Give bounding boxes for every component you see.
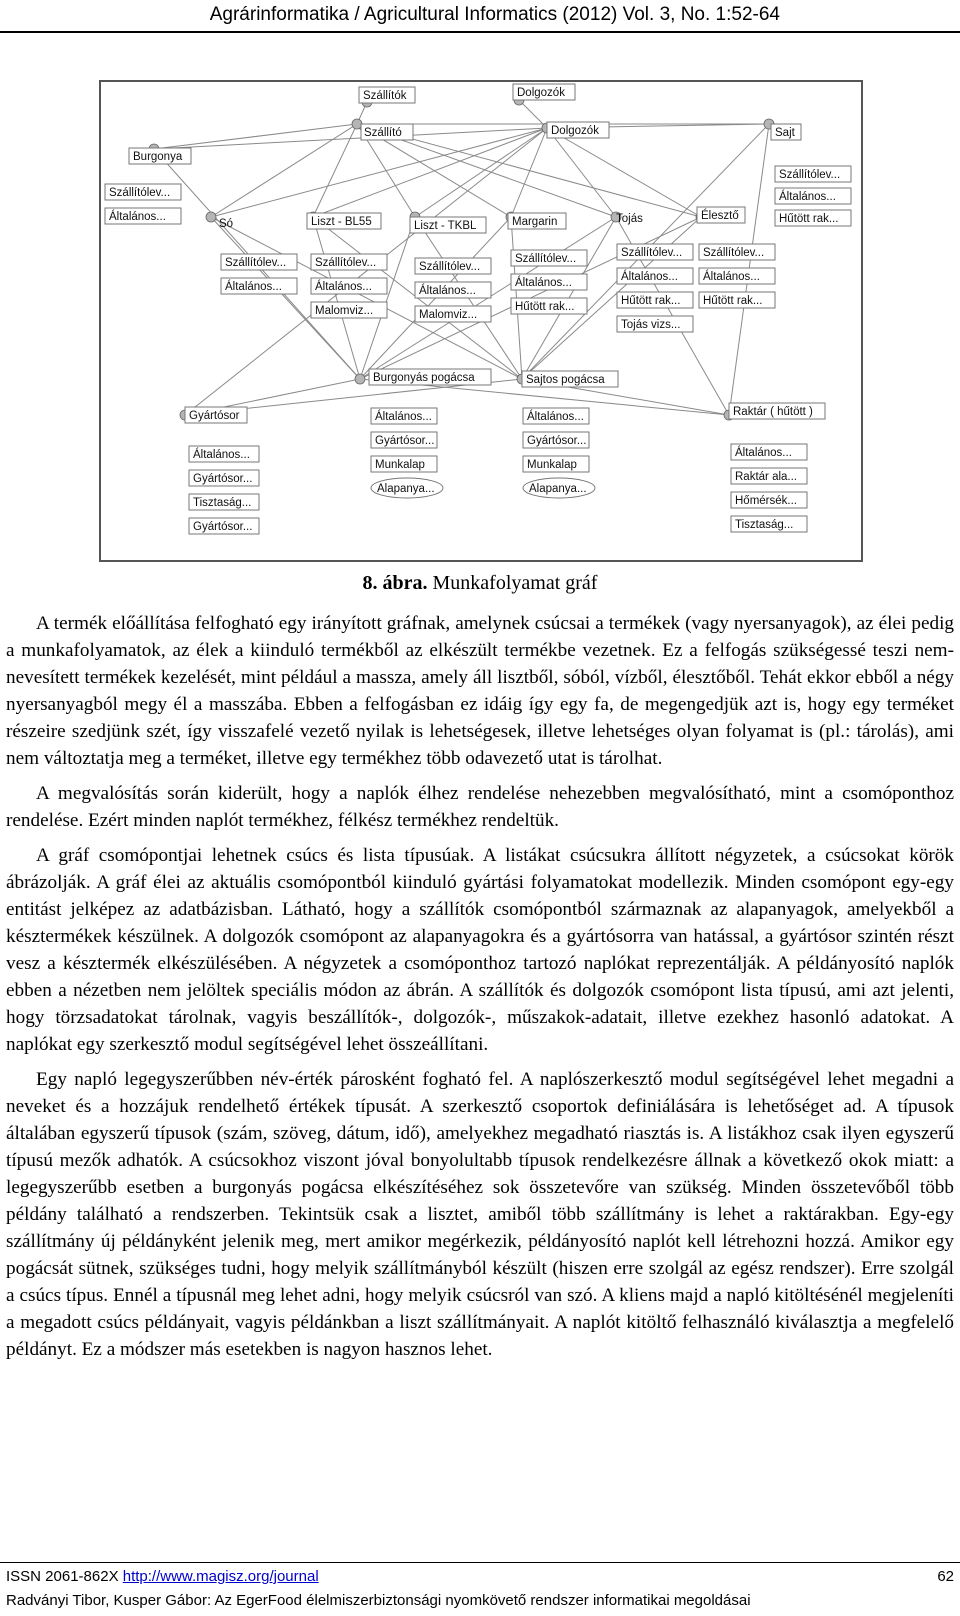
- svg-text:Általános...: Általános...: [527, 411, 584, 423]
- vertex-so: [206, 212, 216, 222]
- paragraph: A termék előállítása felfogható egy irányított gráfnak, amelynek csúcsai a termékek (vagy nyersanyagok), az élei pedig a munkafolyamatok, az élek a kiinduló termékből az elkészült termékbe vezetnek. Ez a felfogás szükségessé teszi nem-nevesített termékek kezelését, mint például a massza, amely áll lisztből, sóból, vízből, élesztőből. Tehát ekkor ebből a négy nyersanyagból megy él a masszába. Ebben a felfogásban ez idáig így egy fa, de megengedjük azt is, hogy egy terméket részeire szedjünk szét, így visszafelé vezető nyilak is lehetségesek, illetve lehetséges olyan folyamat is (pl.: tárolás), ami nem változtatja meg a terméket, illetve egy termékhez több odavezető utat is tárolhat.: [6, 613, 954, 769]
- node-label-sajtos-pogacsa: Sajtos pogácsa: [526, 374, 605, 386]
- node-label-so: Só: [219, 218, 234, 230]
- svg-text:Általános...: Általános...: [515, 277, 572, 289]
- node-label-tojas: Tojás: [616, 213, 643, 225]
- node-label-dolgozok: Dolgozók: [551, 125, 599, 137]
- node-label-gyartosor: Gyártósor: [189, 410, 240, 422]
- svg-text:Hűtött rak...: Hűtött rak...: [621, 295, 681, 307]
- svg-text:Szállítólev...: Szállítólev...: [515, 253, 577, 265]
- svg-text:Szállítólev...: Szállítólev...: [419, 261, 481, 273]
- figure-number: 8. ábra.: [362, 572, 428, 594]
- svg-text:Gyártósor...: Gyártósor...: [193, 521, 253, 533]
- node-label-raktar: Raktár ( hűtött ): [733, 406, 813, 418]
- svg-text:Általános...: Általános...: [193, 449, 250, 461]
- svg-text:Szállítólev...: Szállítólev...: [315, 257, 377, 269]
- node-label-margarin: Margarin: [512, 216, 558, 228]
- svg-text:Gyártósor...: Gyártósor...: [375, 435, 435, 447]
- svg-text:Szállítólev...: Szállítólev...: [225, 257, 287, 269]
- list-tojas: [617, 244, 693, 332]
- node-label-szallitok-top: Szállítók: [363, 90, 407, 102]
- svg-text:Tojás vizs...: Tojás vizs...: [621, 319, 681, 331]
- footer-issn-line: [6, 1568, 954, 1585]
- svg-text:Hőmérsék...: Hőmérsék...: [735, 495, 797, 507]
- svg-text:Szállítólev...: Szállítólev...: [109, 187, 171, 199]
- list-gyartosor: [189, 446, 259, 534]
- node-label-eleszto: Élesztő: [701, 210, 739, 222]
- figure-title: Munkafolyamat gráf: [427, 572, 598, 594]
- paragraph: A gráf csomópontjai lehetnek csúcs és lista típusúak. A listákat csúcsukra állított négyzetek, a csúcsokat körök ábrázolják. A gráf élei az aktuális csomópontból kiinduló gyártási folyamatokat modellezik. Minden csomópont egy-egy entitást jelképez az adatbázisban. Látható, hogy a szállítók csomópontból származnak az alapanyagok, amelyekből a késztermékek készülnek. A dolgozók csomópont az alapanyagokra és a gyártósorra van hatással, a gyártósor szintén részt vesz a késztermék elkészülésében. A négyzetek a csomóponthoz tartozó naplókat reprezentálják. A példányosító naplók ebben a nézetben nem jelöltek speciális módon az ábrán. A szállítók és dolgozók csomópont lista típusú, ami azt jelenti, hogy törzsadatokat tárolnak, vagyis beszállítók-, dolgozók-, műszakok-adatait, illetve ezekhez hasonló adatokat. A naplókat egy szerkesztő modul segítségével lehet összeállítani.: [6, 845, 954, 1055]
- node-label-szallito: Szállító: [364, 127, 402, 139]
- svg-text:Általános...: Általános...: [375, 411, 432, 423]
- list-so: [221, 254, 297, 294]
- svg-text:Általános...: Általános...: [419, 285, 476, 297]
- svg-text:Munkalap: Munkalap: [375, 459, 425, 471]
- svg-text:Általános...: Általános...: [225, 281, 282, 293]
- list-burgonya: [105, 184, 181, 224]
- workflow-graph: [101, 82, 861, 560]
- list-margarin: [511, 250, 587, 314]
- node-label-liszt-bl55: Liszt - BL55: [311, 216, 372, 228]
- footer-rule: [0, 1562, 960, 1563]
- svg-text:Általános...: Általános...: [109, 211, 166, 223]
- node-label-burgonyas-pogacsa: Burgonyás pogácsa: [373, 372, 475, 384]
- svg-text:Általános...: Általános...: [315, 281, 372, 293]
- svg-text:Szállítólev...: Szállítólev...: [779, 169, 841, 181]
- paragraph: Egy napló legegyszerűbben név-érték párosként fogható fel. A naplószerkesztő modul segítségével lehet megadni a neveket és a hozzájuk rendelhető értékek típusát. A szerkesztő csoportok definiálására is lehetőséget ad. A típusok általában egyszerű típusok (szám, szöveg, dátum, idő), amelyekhez megadható riasztás is. A listákhoz csak ilyen egyszerű típusú mezők adhatók. A csúcsokhoz viszont jóval bonyolultabb típusok rendelkezésre állnak a következő okok miatt: a legegyszerűbb esetben a burgonyás pogácsa elkészítéséhez sok összetevőre van szükség. Minden összetevőből több példány található a rendszerben. Tekintsük csak a lisztet, amiből több szállítmány is lehet a raktárakban. Egy-egy szállítmány új példányként jelenik meg, mert amikor megérkezik, példányosító naplót kell létrehozni hozzá. Amikor egy pogácsát sütnek, szükséges tudni, hogy melyik szállítmányból készült (hiszen erre szolgál az egész rendszer). Erre szolgál a csúcs típus. Ennél a típusnál meg lehet adni, hogy melyik csúcsról van szó. A kliens majd a napló kitöltésénél megjeleníti a megadott csúcs példányait, vagyis példánkban a liszt szállítmányait. A naplót kitöltő felhasználó kiválasztja a megfelelő példányt. Ez a módszer más esetekben is nagyon hasznos lehet.: [6, 1069, 954, 1360]
- figure-caption: [0, 572, 960, 595]
- list-liszt-tkbl: [415, 258, 491, 322]
- svg-text:Tisztaság...: Tisztaság...: [735, 519, 794, 531]
- page-number: 62: [937, 1568, 954, 1585]
- svg-text:Raktár ala...: Raktár ala...: [735, 471, 797, 483]
- svg-text:Munkalap: Munkalap: [527, 459, 577, 471]
- svg-text:Malomviz...: Malomviz...: [315, 305, 374, 317]
- svg-text:Tisztaság...: Tisztaság...: [193, 497, 252, 509]
- list-raktar: [731, 444, 807, 532]
- workflow-graph-figure: [99, 80, 863, 562]
- node-label-dolgozok-top: Dolgozók: [517, 87, 565, 99]
- svg-text:Gyártósor...: Gyártósor...: [193, 473, 253, 485]
- node-label-liszt-tkbl: Liszt - TKBL: [414, 220, 477, 232]
- svg-text:Hűtött rak...: Hűtött rak...: [779, 213, 839, 225]
- svg-text:Alapanya...: Alapanya...: [529, 483, 587, 495]
- svg-text:Alapanya...: Alapanya...: [377, 483, 435, 495]
- svg-text:Malomviz...: Malomviz...: [419, 309, 478, 321]
- issn: ISSN 2061-862X: [6, 1568, 123, 1585]
- svg-text:Szállítólev...: Szállítólev...: [621, 247, 683, 259]
- svg-text:Szállítólev...: Szállítólev...: [703, 247, 765, 259]
- list-sajtos-pogacsa: [523, 408, 595, 498]
- list-burgonyas-pogacsa: [371, 408, 443, 498]
- vertex-burgonyas-pogacsa: [355, 374, 365, 384]
- svg-text:Általános...: Általános...: [703, 271, 760, 283]
- svg-text:Általános...: Általános...: [735, 447, 792, 459]
- svg-text:Hűtött rak...: Hűtött rak...: [515, 301, 575, 313]
- footer-citation: Radványi Tibor, Kusper Gábor: Az EgerFood élelmiszerbiztonsági nyomkövető rendszer informatikai megoldásai: [6, 1592, 751, 1609]
- node-label-sajt: Sajt: [775, 127, 795, 139]
- journal-link[interactable]: http://www.magisz.org/journal: [122, 1568, 319, 1585]
- svg-text:Hűtött rak...: Hűtött rak...: [703, 295, 763, 307]
- running-header: [0, 0, 960, 32]
- journal-title: Agrárinformatika / Agricultural Informatics (2012) Vol. 3, No. 1:52-64: [209, 4, 780, 25]
- svg-text:Gyártósor...: Gyártósor...: [527, 435, 587, 447]
- list-sajt: [775, 166, 851, 226]
- header-rule: [0, 31, 960, 33]
- list-eleszto: [699, 244, 775, 308]
- node-label-burgonya: Burgonya: [133, 151, 183, 163]
- svg-text:Általános...: Általános...: [779, 191, 836, 203]
- svg-text:Általános...: Általános...: [621, 271, 678, 283]
- body-text: [6, 610, 954, 1371]
- list-liszt-bl55: [311, 254, 387, 318]
- paragraph: A megvalósítás során kiderült, hogy a naplók élhez rendelése nehezebben megvalósítható, mint a csomóponthoz rendelése. Ezért minden naplót termékhez, félkész termékhez rendeltük.: [6, 783, 954, 831]
